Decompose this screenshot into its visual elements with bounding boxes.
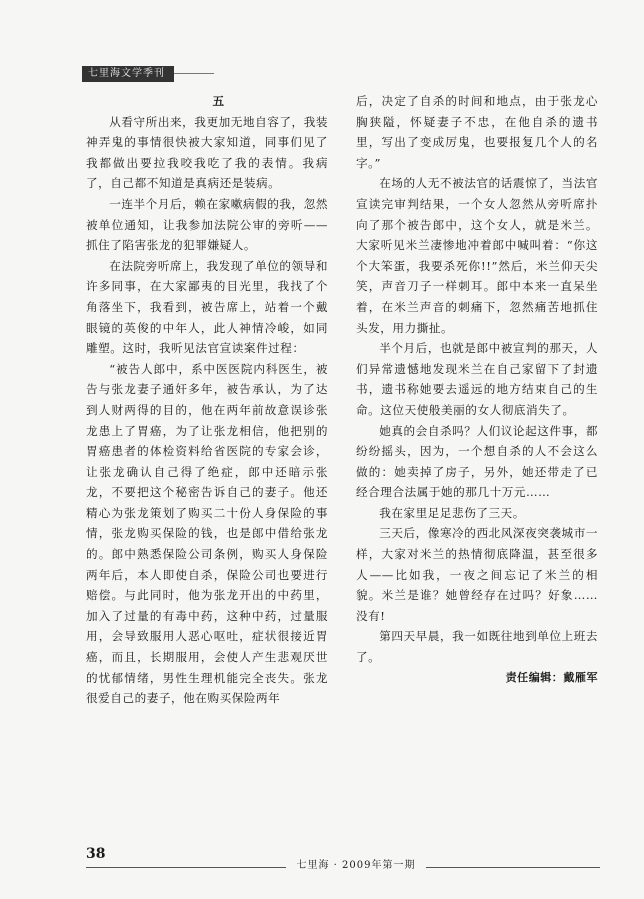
- paragraph: 她真的会自杀吗？人们议论起这件事，都纷纷摇头，因为，一个想自杀的人不会这么做的：她卖掉了房子，另外，她还带走了已经合理合法属于她的那几十万元……: [356, 423, 598, 500]
- paragraph: 后，决定了自杀的时间和地点，由于张龙心胸狭隘，怀疑妻子不忠，在他自杀的遗书里，写出了变成厉鬼，也要报复几个人的名字。”: [356, 94, 598, 170]
- paragraph: 我在家里足足悲伤了三天。: [379, 505, 525, 520]
- editor-credit: 责任编辑：戴雁军: [505, 670, 598, 684]
- section-number: 五: [212, 94, 225, 108]
- footer-journal-issue: 七里海 · 2009年第一期: [286, 859, 426, 873]
- paragraph: 三天后，像寒冷的西北风深夜突袭城市一样，大家对米兰的热情彻底降温，甚至很多人——比如我，一夜之间忘记了米兰的相貌。米兰是谁？她曾经存在过吗？好象……没有!: [356, 526, 598, 623]
- paragraph: “被告人郎中，系中医医院内科医生，被告与张龙妻子通奸多年，被告承认，为了达到人财两得的目的，他在两年前故意误诊张龙患上了胃癌，为了让张龙相信，他把别的胃癌患者的体检资料给省医院的专家会诊，让张龙确认自己得了绝症，郎中还暗示张龙，不要把这个秘密告诉自己的妻子。他还精心为张龙策划了购买二十份人身保险的事情，张龙购买保险的钱，也是郎中借给张龙的。郎中熟悉保险公司条例，购买人身保险两年后，本人即使自杀，保险公司也要进行赔偿。与此同时，他为张龙开出的中药里，加入了过量的有毒中药，这种中药，过量服用，会导致服用人恶心呕吐，症状很接近胃癌，而且，长期服用，会使人产生悲观厌世的忧郁情绪，男性生理机能完全丧失。张龙很爱自己的妻子，他在购买保险两年: [86, 361, 328, 706]
- right-column: [356, 91, 598, 688]
- paragraph: 半个月后，也就是郎中被宣判的那天，人们异常遗憾地发现米兰在自己家留下了封遗书，遗书称她要去遥远的地方结束自己的生命。这位天使般美丽的女人彻底消失了。: [356, 341, 598, 417]
- paragraph: 在场的人无不被法官的话震惊了，当法官宣读完审判结果，一个女人忽然从旁听席扑向了那个被告郎中，这个女人，就是米兰。大家听见米兰凄惨地冲着郎中喊叫着：“你这个大笨蛋，我要杀死你!!”然后，米兰仰天尖笑，声音刀子一样刺耳。郎中本来一直呆坐着，在米兰声音的刺痛下，忽然痛苦地抓住头发，用力撕扯。: [356, 176, 598, 335]
- paragraph: 在法院旁听席上，我发现了单位的领导和许多同事，在大家鄙夷的目光里，我找了个角落坐下，我看到，被告席上，站着一个戴眼镜的英俊的中年人，此人神情冷峻，如同雕塑。这时，我听见法官宣读案件过程：: [86, 258, 328, 356]
- journal-masthead: 七里海文学季刊: [82, 66, 174, 82]
- paragraph: 一连半个月后，赖在家嗽病假的我，忽然被单位通知，让我参加法院公审的旁听——抓住了陷害张龙的犯罪嫌疑人。: [86, 196, 328, 253]
- paragraph: 第四天早晨，我一如既往地到单位上班去了。: [356, 629, 598, 665]
- masthead-rule: [174, 73, 214, 74]
- paragraph: 从看守所出来，我更加无地自容了，我装神弄鬼的事情很快被大家知道，同事们见了我都做出要拉我咬我吃了我的表情。我病了，自己都不知道是真病还是装病。: [86, 114, 328, 191]
- left-column: [86, 91, 328, 709]
- page-number: 38: [86, 846, 106, 862]
